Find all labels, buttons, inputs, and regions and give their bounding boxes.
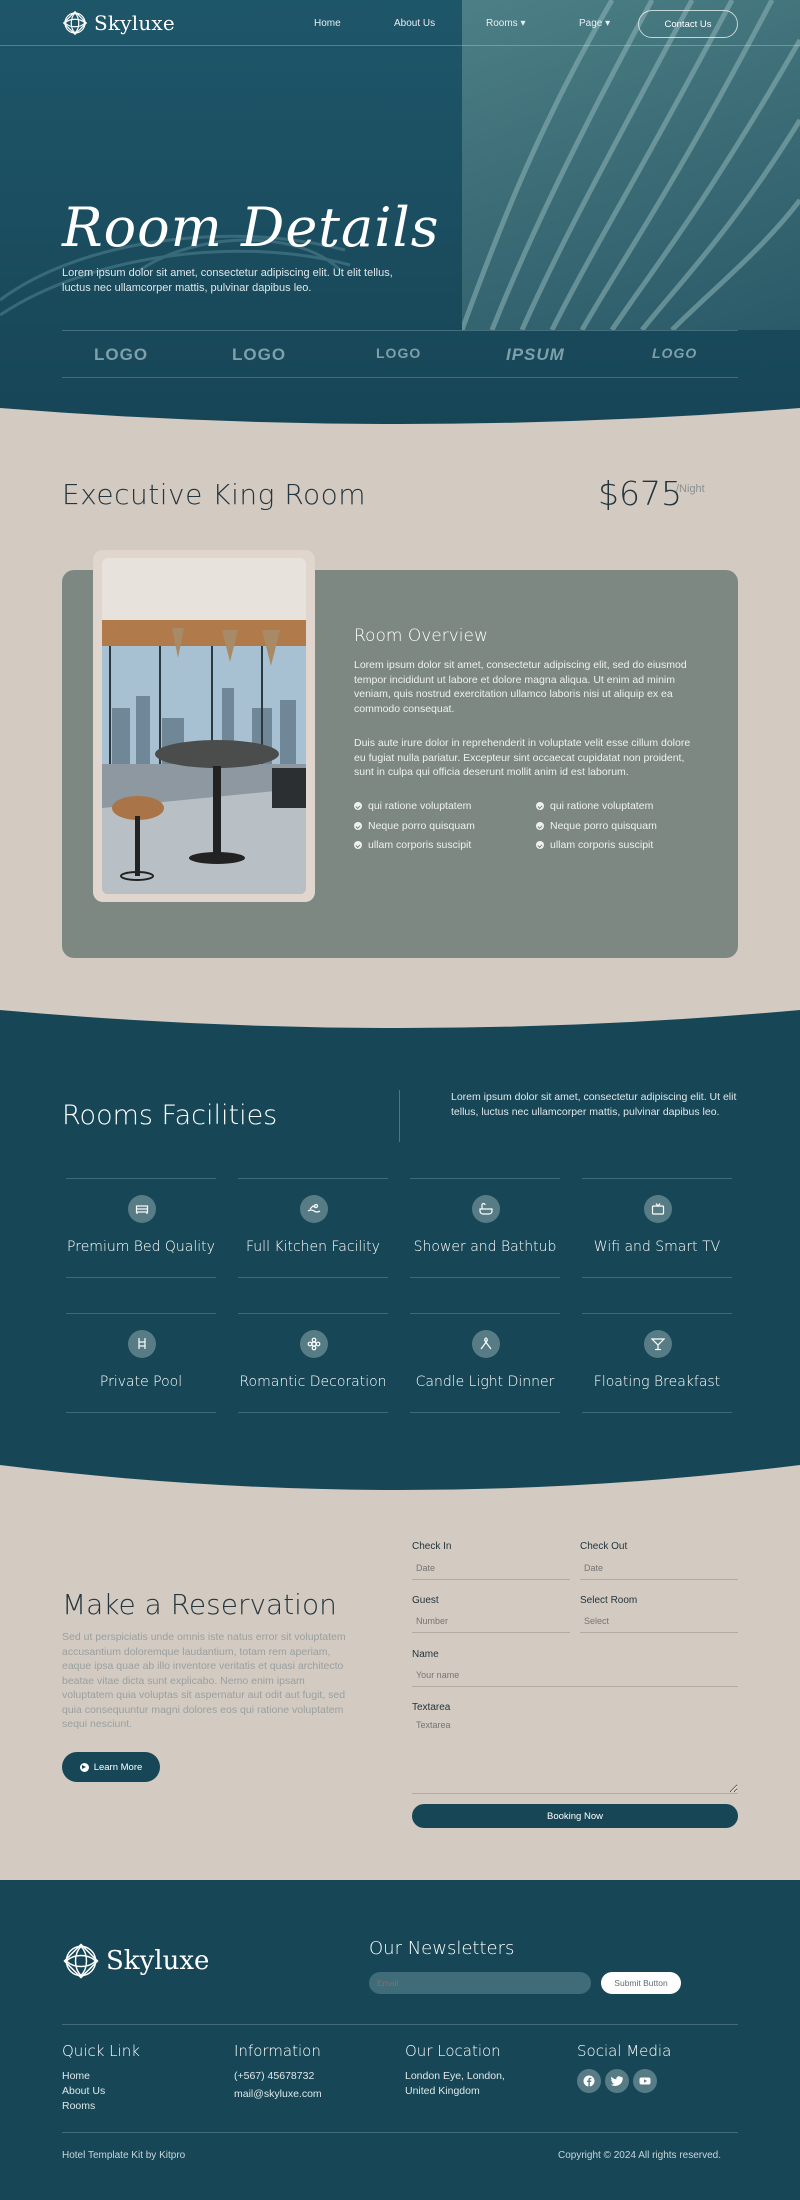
checkin-label: Check In: [412, 1541, 452, 1552]
partner-logo: LOGO: [232, 345, 287, 364]
room-price: $675: [598, 474, 682, 513]
twitter-icon[interactable]: [605, 2069, 629, 2093]
pool-icon: [128, 1330, 156, 1358]
feature-bullet: [536, 839, 653, 851]
facility-card: [582, 1178, 732, 1278]
social-title: Social Media: [577, 2042, 672, 2060]
top-navbar: [0, 0, 800, 46]
room-photo-frame: [93, 550, 315, 902]
footer-address-line: United Kingdom: [405, 2085, 480, 2097]
facility-card: [582, 1313, 732, 1413]
name-label: Name: [412, 1649, 439, 1660]
footer-credit: Hotel Template Kit by Kitpro: [62, 2150, 186, 2161]
bathtub-icon: [472, 1195, 500, 1223]
guest-label: Guest: [412, 1595, 439, 1606]
divider: [399, 1090, 400, 1142]
nav-home[interactable]: Home: [314, 18, 341, 29]
reservation-text: Sed ut perspiciatis unde omnis iste natus error sit voluptatem accusantium doloremque laudantium, totam rem aperiam, eaque ipsa quae ab illo inventore veritatis et quasi architecto beatae vitae dicta sunt explicabo. Nemo enim ipsam voluptatem quia voluptas sit aspernatur aut odit aut fugit, sed quia consequuntur magni dolores eos qui ratione voluptatem sequi nesciunt.: [62, 1631, 346, 1730]
partner-logo: LOGO: [376, 345, 422, 361]
booking-now-button[interactable]: Booking Now: [412, 1804, 738, 1828]
tv-icon: [644, 1195, 672, 1223]
nav-page[interactable]: [579, 18, 610, 29]
check-circle-icon: [536, 841, 544, 849]
facility-card: [66, 1313, 216, 1413]
dinner-icon: [472, 1330, 500, 1358]
kitchen-icon: [300, 1195, 328, 1223]
facility-card: [238, 1178, 388, 1278]
checkout-input[interactable]: [580, 1556, 738, 1580]
footer-brand-logo[interactable]: [62, 1942, 209, 1980]
facilities-description: Lorem ipsum dolor sit amet, consectetur adipiscing elit. Ut elit tellus, luctus nec ullamcorper mattis, pulvinar dapibus leo.: [451, 1091, 737, 1118]
feature-bullet-text: Neque porro quisquam: [368, 820, 475, 832]
price-unit: /Night: [676, 483, 705, 495]
facility-label: Private Pool: [99, 1374, 183, 1390]
check-circle-icon: [354, 802, 362, 810]
select-room-input[interactable]: [580, 1609, 738, 1633]
feature-bullet: [354, 820, 475, 832]
brand-name: Skyluxe: [94, 11, 175, 35]
feature-bullet-text: ullam corporis suscipit: [368, 839, 472, 851]
facilities-title: Rooms Facilities: [62, 1100, 278, 1131]
nav-rooms[interactable]: [486, 18, 526, 29]
footer-copyright: Copyright © 2024 All rights reserved.: [558, 2150, 722, 2161]
chevron-down-icon: ▾: [520, 18, 526, 29]
feature-bullet: [354, 839, 471, 851]
checkin-input[interactable]: [412, 1556, 570, 1580]
reservation-title: Make a Reservation: [62, 1588, 337, 1621]
partner-logo: LOGO: [652, 345, 698, 361]
facility-card: [410, 1313, 560, 1413]
footer-email[interactable]: mail@skyluxe.com: [234, 2088, 322, 2100]
learn-more-button[interactable]: [62, 1752, 160, 1782]
check-circle-icon: [536, 822, 544, 830]
chevron-down-icon: ▾: [605, 18, 611, 29]
quick-link-title: Quick Link: [62, 2042, 140, 2060]
newsletter-title: Our Newsletters: [369, 1938, 515, 1959]
youtube-icon[interactable]: [633, 2069, 657, 2093]
footer-link-rooms[interactable]: Rooms: [62, 2100, 96, 2112]
footer-link-about[interactable]: About Us: [62, 2085, 106, 2097]
facility-card: [238, 1313, 388, 1413]
footer-phone: (+567) 45678732: [234, 2070, 315, 2082]
bed-icon: [128, 1195, 156, 1223]
partner-logo: LOGO: [94, 345, 149, 364]
hero-lead: Lorem ipsum dolor sit amet, consectetur adipiscing elit. Ut elit tellus, luctus nec ullamcorper mattis, pulvinar dapibus leo.: [62, 267, 393, 294]
newsletter-submit-button[interactable]: Submit Button: [601, 1972, 681, 1994]
select-room-label: Select Room: [580, 1595, 638, 1606]
feature-bullet-text: ullam corporis suscipit: [550, 839, 654, 851]
facility-card: [410, 1178, 560, 1278]
partner-logo: IPSUM: [506, 345, 565, 364]
feature-bullet-text: qui ratione voluptatem: [550, 800, 654, 812]
textarea-label: Textarea: [412, 1702, 451, 1713]
play-circle-icon: [80, 1763, 89, 1772]
footer-brand-name: Skyluxe: [106, 1946, 210, 1976]
feature-bullet: [536, 800, 653, 812]
newsletter-email-input[interactable]: [369, 1972, 591, 1994]
feature-bullet: [536, 820, 657, 832]
decoration-icon: [300, 1330, 328, 1358]
partner-logos: [62, 330, 738, 378]
facility-label: Full Kitchen Facility: [246, 1239, 380, 1255]
room-photo: [102, 558, 306, 894]
footer-address-line: London Eye, London,: [405, 2070, 505, 2082]
overview-paragraph: Lorem ipsum dolor sit amet, consectetur adipiscing elit, sed do eiusmod tempor incididunt ut labore et dolore magna aliqua. Ut enim ad minim veniam, quis nostrud exercitation ullamco laboris nisi ut aliquip ex ea commodo consequat.: [354, 659, 687, 715]
message-textarea[interactable]: [412, 1716, 738, 1794]
brand-icon: [62, 1942, 100, 1980]
brand-logo[interactable]: [62, 10, 175, 36]
feature-bullet-text: qui ratione voluptatem: [368, 800, 472, 812]
checkout-label: Check Out: [580, 1541, 628, 1552]
overview-title: Room Overview: [354, 626, 488, 646]
name-input[interactable]: [412, 1663, 738, 1687]
divider: [62, 2024, 738, 2025]
facebook-icon[interactable]: [577, 2069, 601, 2093]
facility-label: Romantic Decoration: [239, 1374, 387, 1390]
facility-label: Shower and Bathtub: [413, 1239, 557, 1255]
breakfast-icon: [644, 1330, 672, 1358]
section-curve: [0, 400, 800, 440]
facility-label: Floating Breakfast: [593, 1374, 721, 1390]
footer-link-home[interactable]: Home: [62, 2070, 91, 2082]
check-circle-icon: [354, 822, 362, 830]
facility-label: Candle Light Dinner: [415, 1374, 555, 1390]
nav-page-label: Page: [579, 18, 603, 29]
brand-icon: [62, 10, 88, 36]
facility-label: Wifi and Smart TV: [593, 1239, 721, 1255]
information-title: Information: [234, 2042, 321, 2060]
check-circle-icon: [536, 802, 544, 810]
contact-us-button[interactable]: Contact Us: [638, 10, 738, 38]
learn-more-label: Learn More: [93, 1761, 143, 1773]
page-title: Room Details: [62, 196, 440, 259]
check-circle-icon: [354, 841, 362, 849]
divider: [62, 2132, 738, 2133]
overview-paragraph: Duis aute irure dolor in reprehenderit in voluptate velit esse cillum dolore eu fugiat nulla pariatur. Excepteur sint occaecat cupidatat non proident, sunt in culpa qui officia deserunt mollit anim id est laborum.: [354, 737, 691, 778]
feature-bullet: [354, 800, 471, 812]
hero-building-photo: [462, 0, 800, 330]
feature-bullet-text: Neque porro quisquam: [550, 820, 657, 832]
facility-label: Premium Bed Quality: [67, 1239, 215, 1255]
room-name: Executive King Room: [62, 478, 367, 511]
nav-rooms-label: Rooms: [486, 18, 518, 29]
guest-input[interactable]: [412, 1609, 570, 1633]
facility-card: [66, 1178, 216, 1278]
hero-section: [0, 0, 800, 430]
location-title: Our Location: [405, 2042, 501, 2060]
nav-about[interactable]: About Us: [394, 18, 436, 29]
